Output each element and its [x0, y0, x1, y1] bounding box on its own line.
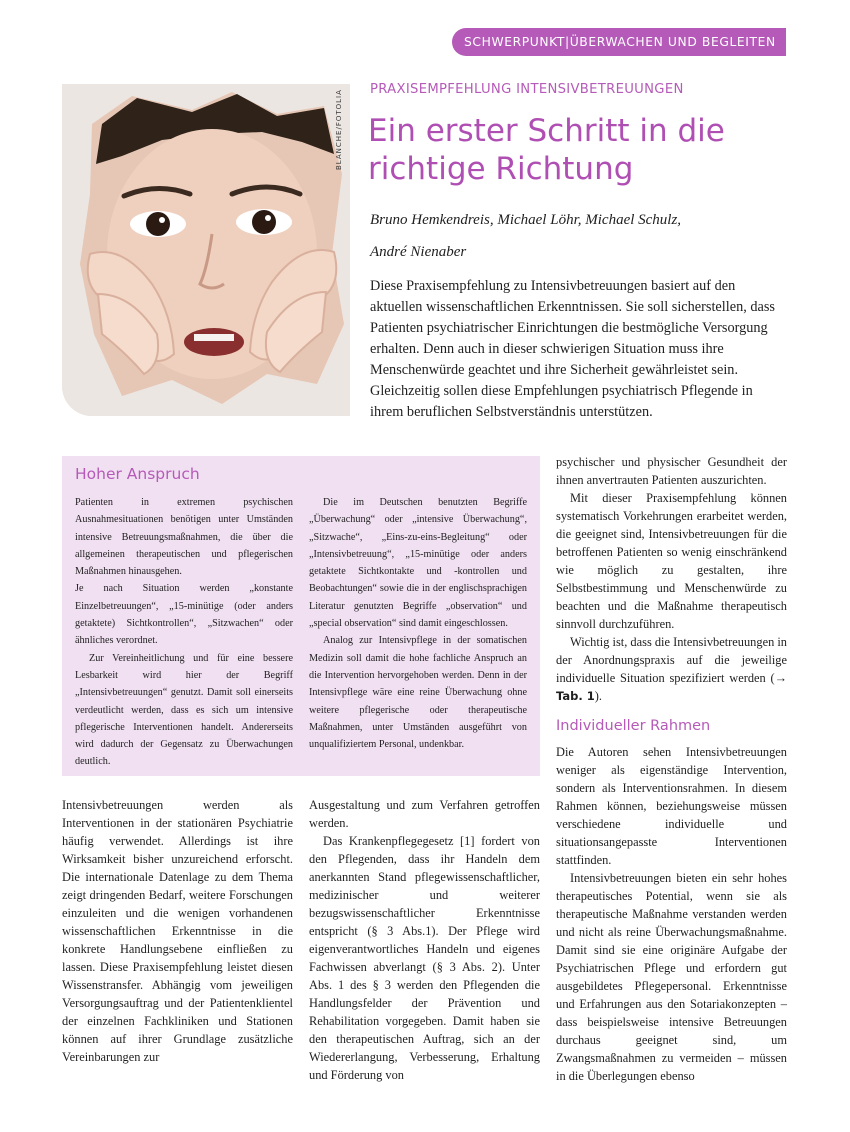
body-column-1: [62, 796, 293, 1066]
info-box: [62, 456, 540, 776]
info-box-paragraph: Zur Vereinheitlichung und für eine bessere Lesbarkeit wird hier der Begriff „Intensivbetreuungen“ genutzt. Damit soll einerseits verdeutlicht werden, dass es sich um intensive pflegerische Interventionen handelt. Andererseits wird dadurch der Gegensatz zu Überwachungen deutlich.: [75, 652, 293, 768]
article-authors: [370, 204, 790, 268]
section-header: [452, 28, 803, 56]
photo-credit: BLANCHE/FOTOLIA: [335, 89, 343, 170]
body-paragraph: [556, 633, 787, 705]
info-box-paragraph: Die im Deutschen benutzten Begriffe „Überwachung“ oder „intensive Überwachung“, „Sitzwache“, „Eins-zu-eins-Begleitung“ oder „Intensivbetreuung“, „15-minütige oder anders getaktete Sichtkontakte und -kontrollen und Beobachtungen“ sowie die in der englischsprachigen Literatur genutzten Begriffe „observation“ und „special observation“ sind damit eingeschlossen.: [309, 497, 527, 630]
section-subheading: Individueller Rahmen: [556, 718, 711, 734]
article-kicker: PRAXISEMPFEHLUNG INTENSIVBETREUUNGEN: [370, 82, 684, 97]
table-reference-link[interactable]: Tab. 1: [556, 689, 595, 703]
authors-line-1: Bruno Hemkendreis, Michael Löhr, Michael Schulz,: [370, 212, 682, 228]
section-title: SCHWERPUNKT|ÜBERWACHEN UND BEGLEITEN: [464, 35, 776, 49]
body-paragraph: Mit dieser Praxisempfehlung können systematisch Vorkehrungen erarbeitet werden, die geeignet sind, Intensivbetreuungen für die betroffenen Patienten so wenig einschränkend wie möglich zu gestalten, ihre Selbstbestimmung und Menschenwürde zu beachten und die Maßnahme therapeutisch sinnvoll durchzuführen.: [556, 491, 787, 631]
article-title: [368, 112, 788, 188]
info-box-title: Hoher Anspruch: [75, 465, 200, 483]
authors-line-2: André Nienaber: [370, 244, 467, 260]
body-paragraph: Intensivbetreuungen bieten ein sehr hohes therapeutisches Potential, wenn sie als therapeutische Maßnahme verstanden werden und nicht als reine Überwachungsmaßnahme. Damit sind sie eine originäre Aufgabe der Psychiatrischen Pflege und erfordern gut ausgebildetes Pflegepersonal. Erkenntnisse und Erfahrungen aus den Sotariakonzepten – dass beispielsweise intensive Betreuungen durchaus geeignet sind, um Zwangsmaßnahmen zu vermeiden – müssen in die Überlegungen ebenso: [556, 871, 787, 1083]
title-line-1: Ein erster Schritt in die: [368, 113, 725, 149]
title-line-2: richtige Richtung: [368, 151, 634, 187]
info-box-column-left: [75, 494, 293, 771]
info-box-column-right: [309, 494, 527, 753]
article-photo: [62, 84, 350, 416]
body-paragraph: psychischer und physischer Gesundheit der ihnen anvertrauten Patienten auszurichten.: [556, 455, 787, 487]
page-number: 93: [785, 35, 803, 49]
body-paragraph: Das Krankenpflegegesetz [1] fordert von den Pflegenden, dass ihr Handeln dem anerkannten Stand pflegewissenschaftlicher, medizinischer und weiterer bezugswissenschaftlicher Erkenntnisse entspricht (§ 3 Abs.1). Der Pflege wird eigenverantwortliches Handeln und eigenes Fachwissen abverlangt (§ 3 Abs. 2). Unter Abs. 1 des § 3 werden den Pflegenden die Handlungsfelder der Prävention und Rehabilitation vorgegeben. Damit haben sie den therapeutischen Auftrag, sich an der Wiedererlangung, Verbesserung, Erhaltung und Förderung von: [309, 834, 540, 1082]
body-paragraph: Die Autoren sehen Intensivbetreuungen weniger als eigenständige Intervention, sondern als Interventionsrahmen. In diesem Rahmen können, beziehungsweise müssen verschiedene individuelle und situationsangepasste Interventionen stattfinden.: [556, 745, 787, 867]
body-paragraph: Ausgestaltung und zum Verfahren getroffen werden.: [309, 798, 540, 830]
info-box-paragraph: Patienten in extremen psychischen Ausnahmesituationen benötigen unter Umständen intensive Betreuungsmaßnahmen, die über die allgemeinen therapeutischen und pflegerischen Maßnahmen hinausgehen.: [75, 497, 293, 578]
photo-illustration: [62, 84, 350, 416]
body-column-3: [556, 453, 787, 1085]
paragraph-text: Wichtig ist, dass die Intensivbetreuungen in der Anordnungspraxis auf die jeweilige individuelle Situation spezifiziert werden (→: [556, 635, 787, 685]
info-box-paragraph: Analog zur Intensivpflege in der somatischen Medizin soll damit die hohe fachliche Anspruch an die Intervention hervorgehoben werden. Denn in der Intensivpflege wäre eine reine Überwachung ohne weitere pflegerische oder therapeutische Maßnahmen, unter Umständen ausgeführt von unqualifiziertem Personal, undenkbar.: [309, 635, 527, 751]
info-box-paragraph: Je nach Situation werden „konstante Einzelbetreuungen“, „15-minütige (oder anders getaktete) Sichtkontrollen“, „Sitzwachen“ oder ähnliches verordnet.: [75, 583, 293, 647]
article-lead: Diese Praxisempfehlung zu Intensivbetreuungen basiert auf den aktuellen wissenschaftlichen Erkenntnissen. Sie soll sicherstellen, dass Patienten psychiatrischer Einrichtungen die bestmögliche Versorgung erhalten. Denn auch in dieser schwierigen Situation muss ihre Menschenwürde geachtet und ihre Sicherheit gewährleistet sein. Gleichzeitig sollen diese Empfehlungen psychiatrisch Pflegende in ihrem beruflichen Selbstverständnis unterstützen.: [370, 278, 775, 420]
paragraph-text: ).: [594, 689, 602, 703]
body-column-2: [309, 796, 540, 1084]
body-paragraph: Intensivbetreuungen werden als Interventionen in der stationären Psychiatrie häufig verwendet. Allerdings ist ihre Wirksamkeit bisher unzureichend erforscht. Die internationale Datenlage zu dem Thema zeigt dringenden Bedarf, weitere Forschungen einzuleiten und die wenigen vorhandenen wissenschaftlichen Erkenntnisse in die konkrete Handlungsebene einfließen zu lassen. Diese Praxisempfehlung leistet diesen Wissenstransfer. Abhängig vom jeweiligen Versorgungsauftrag und der Patientenklientel der einzelnen Fachkliniken und Stationen können auf ihrer Grundlage zusätzliche Vereinbarungen zur: [62, 798, 293, 1064]
